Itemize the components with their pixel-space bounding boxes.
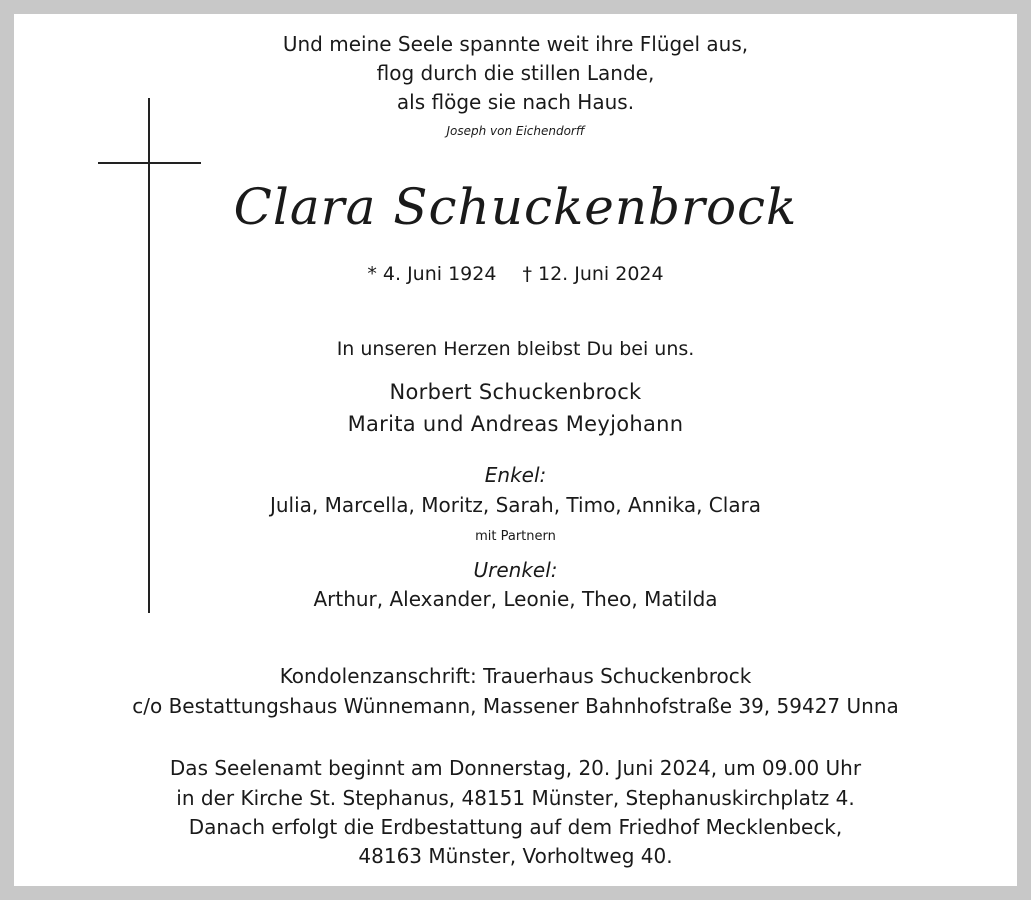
poem-line: flog durch die stillen Lande, [376, 61, 655, 85]
grandchildren-label: Enkel: [484, 463, 547, 487]
great-grandchildren-names: Arthur, Alexander, Leonie, Theo, Matilda [313, 587, 718, 611]
farewell-text: In unseren Herzen bleibst Du bei uns. [336, 338, 695, 360]
poem-line: Und meine Seele spannte weit ihre Flügel aus, [282, 32, 749, 56]
poem-author: Joseph von Eichendorff [446, 124, 585, 138]
service-info: 48163 Münster, Vorholtweg 40. [358, 844, 673, 868]
family-member: Marita und Andreas Meyjohann [347, 412, 684, 436]
service-info: Das Seelenamt beginnt am Donnerstag, 20. Juni 2024, um 09.00 Uhr [169, 756, 862, 780]
condolence-address: c/o Bestattungshaus Wünnemann, Massener Bahnhofstraße 39, 59427 Unna [132, 694, 899, 718]
condolence-address: Kondolenzanschrift: Trauerhaus Schuckenbrock [279, 664, 752, 688]
family-member: Norbert Schuckenbrock [389, 380, 642, 404]
service-info: Danach erfolgt die Erdbestattung auf dem Friedhof Mecklenbeck, [188, 815, 843, 839]
poem-line: als flöge sie nach Haus. [396, 90, 635, 114]
service-info: in der Kirche St. Stephanus, 48151 Münster, Stephanuskirchplatz 4. [176, 786, 855, 810]
deceased-name: Clara Schuckenbrock [233, 178, 798, 236]
partners-note: mit Partnern [475, 529, 556, 544]
life-dates [0, 263, 1031, 285]
great-grandchildren-label: Urenkel: [473, 558, 558, 582]
grandchildren-names: Julia, Marcella, Moritz, Sarah, Timo, Annika, Clara [269, 493, 762, 517]
death-date: † 12. Juni 2024 [522, 263, 664, 285]
birth-date: * 4. Juni 1924 [367, 263, 497, 285]
cross-icon-horizontal [98, 162, 201, 164]
